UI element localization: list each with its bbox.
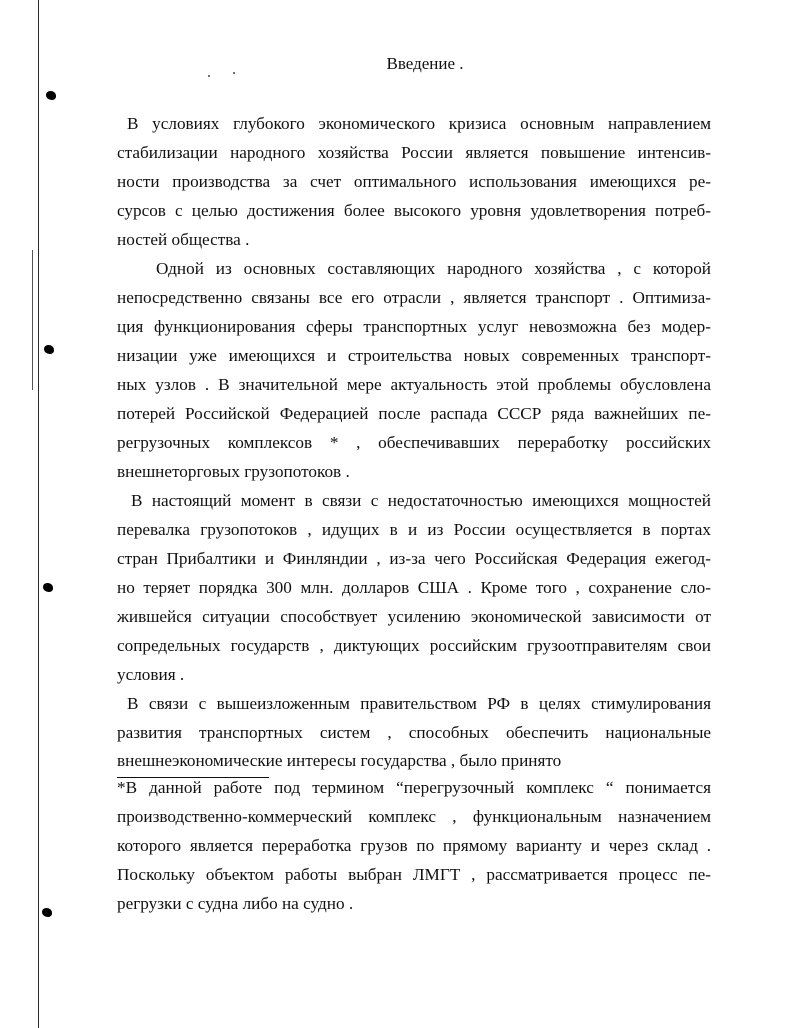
text-line: низации уже имеющихся и строительства новых современных транспорт- [117,346,711,365]
text-line: внешнеэкономические интересы государства , было принято [117,751,562,770]
page-title: Введение . [386,54,464,73]
text-line: жившейся ситуации способствует усилению экономической зависимости от [117,607,711,626]
footnote-line: которого является переработка грузов по прямому варианту и через склад . [117,836,711,855]
text-line: ности производства за счет оптимального использования имеющихся ре- [117,172,711,191]
text-line: потерей Российской Федерацией после распада СССР ряда важнейших пе- [117,404,711,423]
text-line: стран Прибалтики и Финляндии , из-за чего Российская Федерация ежегод- [117,549,711,568]
text-line: регрузочных комплексов * , обеспечивавших переработку российских [117,433,711,452]
text-line: ция функционирования сферы транспортных услуг невозможна без модер- [117,317,711,336]
text-line: В связи с вышеизложенным правительством РФ в целях стимулирования [127,694,711,713]
text-line: развития транспортных систем , способных обеспечить национальные [117,723,711,742]
punch-hole-mark [43,583,53,592]
footnote-line: регрузки с судна либо на судно . [117,894,354,913]
text-line: ных узлов . В значительной мере актуальность этой проблемы обусловлена [117,375,711,394]
punch-hole-mark [44,345,54,354]
binding-edge-mark [32,250,33,390]
text-line: сопредельных государств , диктующих российским грузоотправителям свои [117,636,711,655]
binding-edge-line [38,0,39,1028]
text-line: ностей общества . [117,230,250,249]
footnote-line: производственно-коммерческий комплекс , функциональным назначением [117,807,711,826]
text-line: В настоящий момент в связи с недостаточностью имеющихся мощностей [131,491,711,510]
text-line: непосредственно связаны все его отрасли , является транспорт . Оптимиза- [117,288,711,307]
footnote-line: Поскольку объектом работы выбран ЛМГТ , рассматривается процесс пе- [117,865,711,884]
scan-speck [208,75,210,77]
text-line: условия . [117,665,185,684]
text-line: перевалка грузопотоков , идущих в и из России осуществляется в портах [117,520,711,539]
text-line: сурсов с целью достижения более высокого уровня удовлетворения потреб- [117,201,711,220]
punch-hole-mark [46,91,56,100]
text-line: Одной из основных составляющих народного хозяйства , с которой [156,259,711,278]
text-line: внешнеторговых грузопотоков . [117,462,350,481]
footnote-line: *В данной работе под термином “перегрузочный комплекс “ понимается [117,778,711,797]
text-line: стабилизации народного хозяйства России является повышение интенсив- [117,143,711,162]
text-line: В условиях глубокого экономического кризиса основным направлением [127,114,711,133]
punch-hole-mark [42,908,52,917]
text-line: но теряет порядка 300 млн. долларов США . Кроме того , сохранение сло- [117,578,711,597]
